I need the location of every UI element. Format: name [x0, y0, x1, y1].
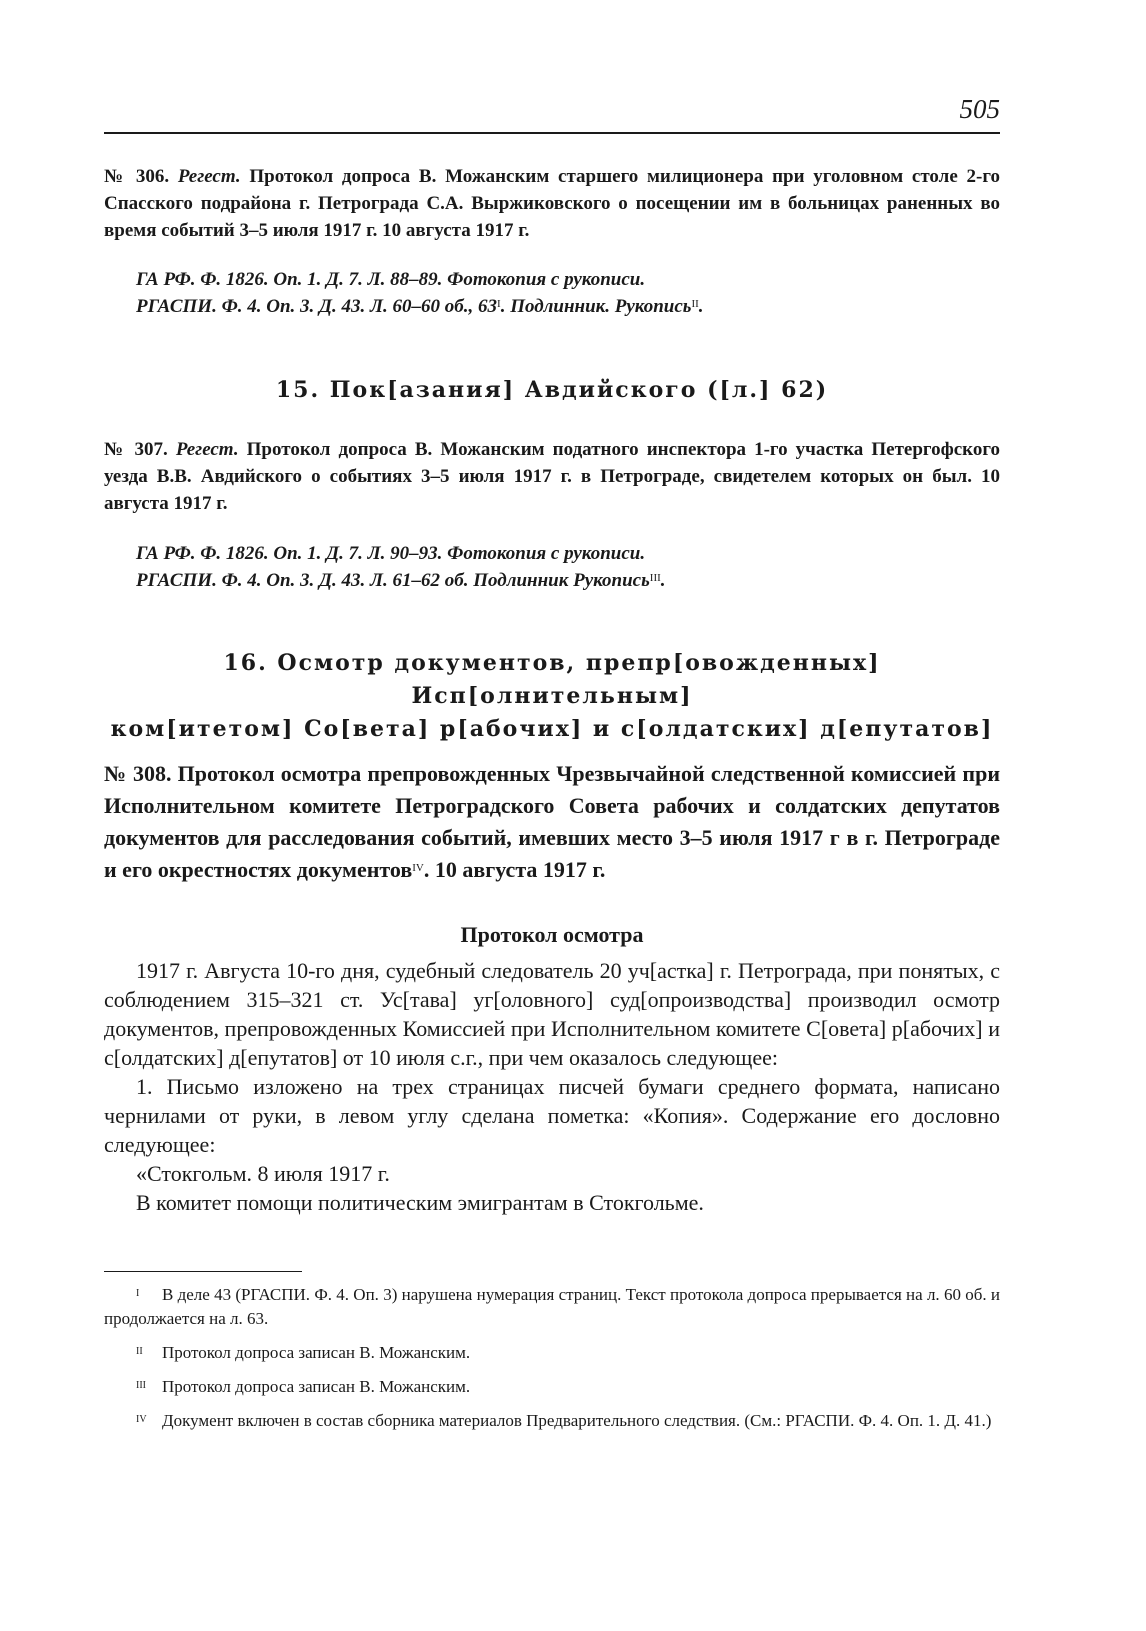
archive-307	[136, 540, 1000, 594]
section-15-title: 15. Пок[азания] Авдийского ([л.] 62)	[275, 377, 829, 403]
entry-308-text-b: . 10 августа 1917 г.	[423, 857, 606, 882]
entry-306-text: Протокол допроса В. Можанским старшего милиционера при уголовном столе 2-го Спасского подрайона г. Петрограда С.А. Выржиковского о посещении им в больницах раненных во время событий 3–5 июля 1917 г. 10 августа 1917 г.	[104, 166, 1000, 241]
archive-306-line1: ГА РФ. Ф. 1826. Оп. 1. Д. 7. Л. 88–89. Фотокопия с рукописи.	[136, 269, 646, 290]
footnotes	[104, 1283, 1000, 1443]
footnote	[104, 1341, 1000, 1365]
footnote-ref-1: I	[497, 298, 501, 310]
footnote-text: Документ включен в состав сборника материалов Предварительного следствия. (См.: РГАСПИ. Ф. 4. Оп. 1. Д. 41.)	[162, 1411, 992, 1430]
footnote	[104, 1409, 1000, 1433]
header-rule	[104, 132, 1000, 134]
footnote-rule	[104, 1271, 302, 1272]
protocol-paragraph: 1917 г. Августа 10-го дня, судебный следователь 20 уч[астка] г. Петрограда, при понятых, с соблюдением 315–321 ст. Ус[тава] уг[оловного] суд[опроизводства] производил осмотр документов, препровожденных Комиссией при Исполнительном комитете С[овета] р[абочих] и с[олдатских] д[епутатов] от 10 июля с.г., при чем оказалось следующее:	[104, 958, 1000, 1070]
archive-306-line2-b: . Подлинник. Рукопись	[500, 296, 692, 317]
footnote	[104, 1375, 1000, 1399]
entry-306	[104, 163, 1000, 244]
protocol-paragraph: «Стокгольм. 8 июля 1917 г.	[136, 1161, 390, 1186]
protocol-body	[104, 956, 1000, 1217]
footnote-ref-4: IV	[412, 862, 424, 874]
footnote-mark: III	[136, 1380, 146, 1391]
protocol-paragraph: 1. Письмо изложено на трех страницах писчей бумаги среднего формата, написано чернилами от руки, в левом углу сделана пометка: «Копия». Содержание его дословно следующее:	[104, 1074, 1000, 1157]
footnote-text: В деле 43 (РГАСПИ. Ф. 4. Оп. 3) нарушена нумерация страниц. Текст протокола допроса прерывается на л. 60 об. и продолжается на л. 63.	[104, 1285, 1000, 1328]
archive-307-line2	[136, 567, 1000, 594]
protocol-heading: Протокол осмотра	[460, 922, 644, 947]
entry-307-number: № 307.	[104, 439, 168, 460]
footnote-mark: I	[136, 1288, 140, 1299]
entry-306-number: № 306.	[104, 166, 170, 187]
archive-307-line2-end: .	[660, 570, 666, 591]
footnote-text: Протокол допроса записан В. Можанским.	[162, 1343, 471, 1362]
archive-307-line1: ГА РФ. Ф. 1826. Оп. 1. Д. 7. Л. 90–93. Фотокопия с рукописи.	[136, 543, 646, 564]
archive-306-line2	[136, 293, 1000, 320]
archive-307-line2-a: РГАСПИ. Ф. 4. Оп. 3. Д. 43. Л. 61–62 об. Подлинник Рукопись	[136, 570, 650, 591]
section-16-title-line1: 16. Осмотр документов, препр[овожденных] Исп[олнительным]	[223, 650, 881, 709]
entry-307	[104, 436, 1000, 517]
archive-306-line2-a: РГАСПИ. Ф. 4. Оп. 3. Д. 43. Л. 60–60 об., 63	[136, 296, 498, 317]
footnote-text: Протокол допроса записан В. Можанским.	[162, 1377, 471, 1396]
footnote	[104, 1283, 1000, 1331]
entry-308	[104, 758, 1000, 886]
archive-306	[136, 266, 1000, 320]
footnote-mark: II	[136, 1346, 143, 1357]
entry-307-label: Регест.	[175, 439, 239, 460]
page-number: 505	[959, 94, 1000, 124]
entry-306-label: Регест.	[177, 166, 241, 187]
entry-307-text: Протокол допроса В. Можанским податного инспектора 1-го участка Петергофского уезда В.В. Авдийского о событиях 3–5 июля 1917 г. в Петрограде, свидетелем которых он был. 10 августа 1917 г.	[104, 439, 1000, 514]
entry-308-text-a: № 308. Протокол осмотра препровожденных Чрезвычайной следственной комиссией при Исполнительном комитете Петроградского Совета рабочих и солдатских депутатов документов для расследования событий, имевших место 3–5 июля 1917 г в г. Петрограде и его окрестностях документов	[104, 761, 1000, 882]
archive-306-line2-end: .	[698, 296, 704, 317]
footnote-ref-2: II	[691, 298, 699, 310]
section-16-title	[104, 647, 1000, 746]
section-16-title-line2: ком[итетом] Со[вета] р[абочих] и с[олдатских] д[епутатов]	[110, 716, 994, 742]
footnote-mark: IV	[136, 1414, 147, 1425]
protocol-paragraph: В комитет помощи политическим эмигрантам в Стокгольме.	[136, 1190, 704, 1215]
footnote-ref-3: III	[649, 572, 661, 584]
